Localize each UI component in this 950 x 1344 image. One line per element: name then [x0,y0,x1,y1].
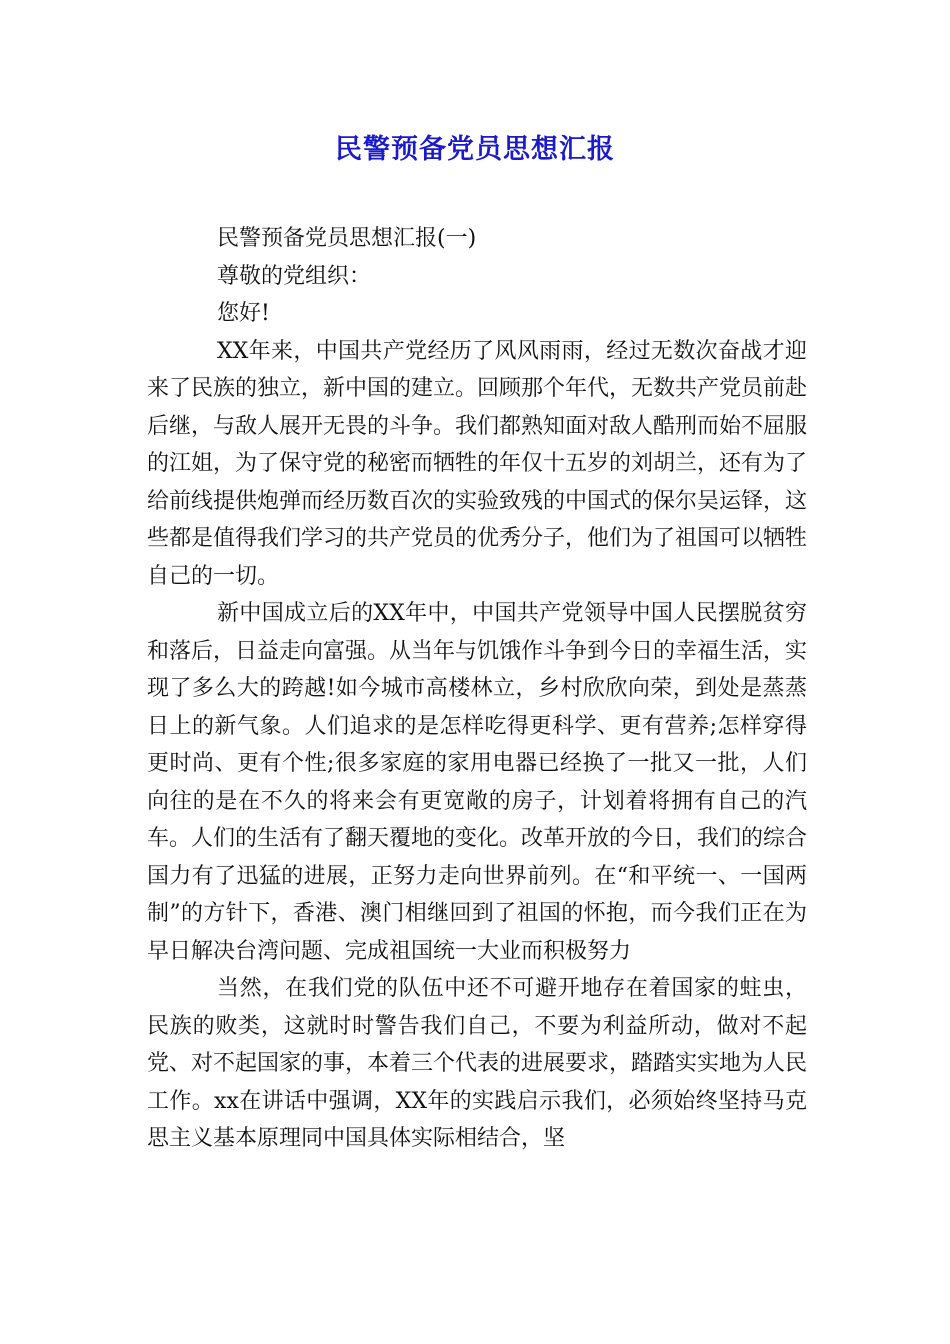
document-title: 民警预备党员思想汇报 [335,134,615,165]
paragraph-history: XX年来，中国共产党经历了风风雨雨，经过无数次奋战才迎来了民族的独立，新中国的建立。回顾那个年代，无数共产党员前赴后继，与敌人展开无畏的斗争。我们都熟知面对敌人酷刑而始不屈服的江姐，为了保守党的秘密而牺牲的年仅十五岁的刘胡兰，还有为了给前线提供炮弹而经历数百次的实验致残的中国式的保尔吴运铎，这些都是值得我们学习的共产党员的优秀分子，他们为了祖国可以牺牲自己的一切。 [147,338,808,589]
document-body [147,220,807,1158]
paragraph-salutation: 尊敬的党组织： [217,263,372,289]
paragraph-subtitle: 民警预备党员思想汇报(一) [217,226,477,251]
paragraph-new-china: 新中国成立后的XX年中，中国共产党领导中国人民摆脱贫穷和落后，日益走向富强。从当年与饥饿作斗争到今日的幸福生活，实现了多么大的跨越!如今城市高楼林立，乡村欣欣向荣，到处是蒸蒸日上的新气象。人们追求的是怎样吃得更科学、更有营养;怎样穿得更时尚、更有个性;很多家庭的家用电器已经换了一批又一批，人们向往的是在不久的将来会有更宽敞的房子，计划着将拥有自己的汽车。人们的生活有了翻天覆地的变化。改革开放的今日，我们的综合国力有了迅猛的进展，正努力走向世界前列。在“和平统一、一国两制”的方针下，香港、澳门相继回到了祖国的怀抱，而今我们正在为早日解决台湾问题、完成祖国统一大业而积极努力 [147,601,808,964]
paragraph-warning: 当然，在我们党的队伍中还不可避开地存在着国家的蛀虫，民族的败类，这就时时警告我们自己，不要为利益所动，做对不起党、对不起国家的事，本着三个代表的进展要求，踏踏实实地为人民工作。xx在讲话中强调，XX年的实践启示我们，必须始终坚持马克思主义基本原理同中国具体实际相结合，坚 [147,976,808,1151]
paragraph-greeting: 您好! [217,301,270,326]
